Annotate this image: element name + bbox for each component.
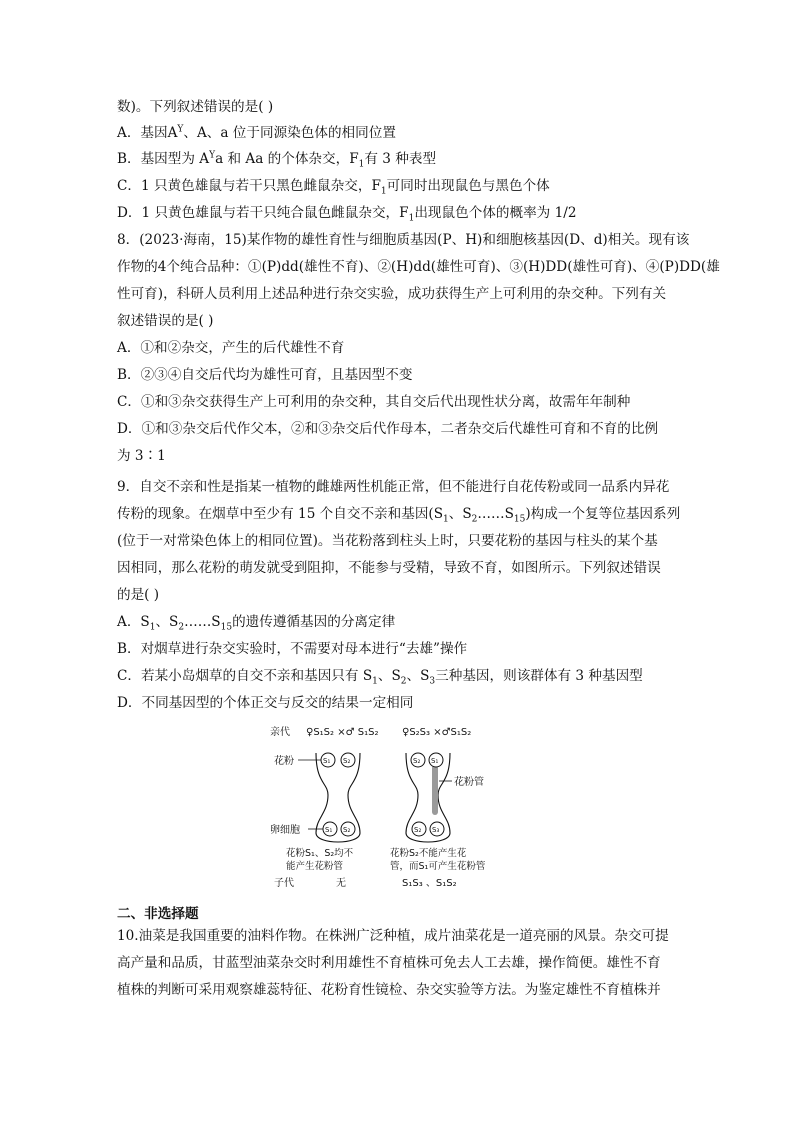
q9-option-a-text: A．S [117, 614, 150, 630]
q8-option-d-line1[interactable]: D．①和③杂交后代作父本，②和③杂交后代作母本，二者杂交后代雄性可育和不育的比例 [117, 421, 659, 437]
q7-option-b-tail: 有 3 种表型 [364, 151, 437, 167]
note2-line2: 管，而S₁可产生花粉管 [390, 861, 486, 872]
subscript: 2 [471, 514, 478, 525]
subscript: 2 [400, 676, 407, 687]
q9-stem-line1: 9．自交不亲和性是指某一植物的雌雄两性机能正常，但不能进行自花传粉或同一品系内异花 [117, 479, 670, 495]
q8-stem-line1: 8．(2023·海南，15)某作物的雄性育性与细胞质基因(P、H)和细胞核基因(D、d)相关。现有该 [117, 232, 690, 248]
q7-option-c-text: C．1 只黄色雄鼠与若干只黑色雌鼠杂交，F [117, 178, 381, 194]
q9-text-fragment: 、S [448, 506, 472, 522]
q9-stem-line5: 的是( ) [117, 587, 160, 603]
q10-line1: 10.油菜是我国重要的油料作物。在株洲广泛种植，成片油菜花是一道亮丽的风景。杂交可提 [117, 928, 669, 944]
q9-stem-line3: (位于一对常染色体上的相同位置)。当花粉落到柱头上时，只要花粉的基因与柱头的某个基 [117, 533, 658, 549]
offspring1: 无 [336, 878, 346, 889]
q9-text-fragment: 、S [155, 614, 179, 630]
q10-line3: 植株的判断可采用观察雄蕊特征、花粉育性镜检、杂交实验等方法。为鉴定雄性不育植株并 [117, 982, 661, 998]
q9-text-fragment: 、S [377, 668, 401, 684]
q9-stem-line4: 因相同，那么花粉的萌发就受到阻抑，不能参与受精，导致不育，如图所示。下列叙述错误 [117, 560, 661, 576]
note2-line1: 花粉S₂不能产生花 [390, 848, 467, 859]
subscript: 3 [429, 676, 436, 687]
note1-line2: 能产生花粉管 [286, 861, 344, 872]
q9-text-fragment: 的遗传遵循基因的分离定律 [232, 614, 396, 630]
q7-stem-end: 数)。下列叙述错误的是( ) [117, 99, 274, 115]
label-s1: S₁ [325, 826, 333, 834]
q8-option-d-line2: 为 3∶1 [117, 448, 166, 464]
q9-text-fragment: 、S [406, 668, 430, 684]
label-s2: S₂ [343, 757, 351, 765]
q7-option-a-text: A．基因A [117, 125, 178, 141]
label-s1: S₁ [431, 757, 439, 765]
q8-option-a[interactable]: A．①和②杂交，产生的后代雄性不育 [117, 340, 345, 356]
q9-option-c[interactable] [117, 667, 687, 685]
q7-option-d-text: D．1 只黄色雄鼠与若干只纯合鼠色雌鼠杂交，F [117, 205, 409, 221]
q9-option-b[interactable]: B．对烟草进行杂交实验时，不需要对母本进行“去雄”操作 [117, 641, 468, 657]
label-s3: S₃ [432, 826, 440, 834]
q7-option-b-rest: a 和 Aa 的个体杂交，F [215, 151, 359, 167]
subscript: 1 [149, 622, 156, 633]
parent-label: 亲代 [270, 727, 290, 738]
q7-option-d[interactable] [117, 204, 687, 222]
q8-stem-line2: 作物的4个纯合品种：①(P)dd(雄性不育)、②(H)dd(雄性可育)、③(H)DD(雄性可育)、④(P)DD(雄 [117, 259, 720, 275]
subscript-1: 1 [358, 159, 365, 170]
q7-option-d-tail: 出现鼠色个体的概率为 1/2 [414, 205, 577, 221]
q9-option-a[interactable] [117, 613, 687, 631]
offspring2: S₁S₃ 、S₁S₂ [402, 878, 457, 889]
label-s2: S₂ [343, 826, 351, 834]
pollen-label: 花粉 [274, 756, 294, 767]
subscript: 15 [220, 622, 233, 633]
pollen-tube [432, 765, 438, 815]
subscript: 2 [178, 622, 185, 633]
q7-option-a-rest: 、A、a 位于同源染色体的相同位置 [183, 125, 396, 141]
q8-stem-line3: 性可育)，科研人员利用上述品种进行杂交实验，成功获得生产上可利用的杂交种。下列有关 [117, 286, 667, 302]
subscript-1: 1 [380, 186, 387, 197]
label-s1: S₁ [323, 757, 331, 765]
egg-label: 卵细胞 [270, 825, 300, 836]
q10-line2: 高产量和品质，甘蓝型油菜杂交时利用雄性不育植株可免去人工去雄，操作简便。雄性不育 [117, 955, 661, 971]
superscript-y: Y [177, 124, 184, 135]
tube-label: 花粉管 [454, 777, 484, 788]
q9-text-fragment: ……S [184, 614, 221, 630]
note1-line1: 花粉S₁、S₂均不 [286, 848, 354, 859]
q7-option-b-text: B．基因型为 A [117, 151, 210, 167]
q9-text-fragment: ……S [477, 506, 514, 522]
q7-option-b[interactable] [117, 150, 687, 168]
q9-option-d[interactable]: D．不同基因型的个体正交与反交的结果一定相同 [117, 695, 414, 711]
self-incompatibility-figure [270, 723, 530, 893]
subscript: 1 [372, 676, 378, 687]
cross2-label: ♀S₂S₃ ×♂S₁S₂ [402, 727, 472, 738]
q9-stem-line2-text: 传粉的现象。在烟草中至少有 15 个自交不亲和基因(S [117, 506, 444, 522]
q8-option-b[interactable]: B．②③④自交后代均为雄性可育，且基因型不变 [117, 367, 413, 383]
q9-text-fragment: )构成一个复等位基因系列 [525, 506, 681, 522]
label-s2: S₂ [413, 757, 421, 765]
q9-option-c-text: C．若某小岛烟草的自交不亲和基因只有 S [117, 668, 373, 684]
subscript-1: 1 [408, 213, 415, 224]
cross1-label: ♀S₁S₂ ×♂ S₁S₂ [306, 727, 379, 738]
q9-text-fragment: 三种基因，则该群体有 3 种基因型 [435, 668, 643, 684]
offspring-label: 子代 [274, 878, 294, 889]
label-s2: S₂ [414, 826, 422, 834]
q9-stem-line2 [117, 505, 687, 523]
q8-stem-line4: 叙述错误的是( ) [117, 313, 214, 329]
q8-option-c[interactable]: C．①和③杂交获得生产上可利用的杂交种，其自交后代出现性状分离，故需年年制种 [117, 394, 631, 410]
subscript: 15 [513, 514, 526, 525]
superscript-y: Y [209, 150, 216, 161]
q7-option-a[interactable] [117, 124, 687, 142]
q7-option-c-tail: 可同时出现鼠色与黑色个体 [386, 178, 550, 194]
subscript: 1 [443, 514, 449, 525]
q7-option-c[interactable] [117, 177, 687, 195]
section-title: 二、非选择题 [117, 906, 199, 922]
